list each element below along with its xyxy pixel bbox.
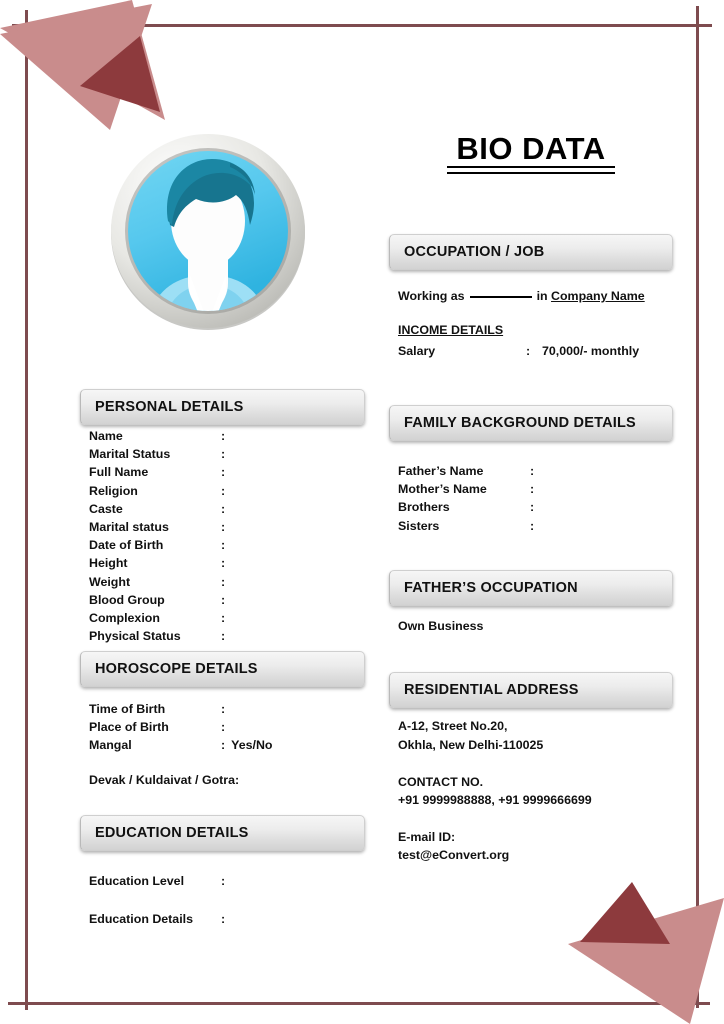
row-colon: : — [221, 501, 226, 516]
row-value[interactable]: Yes/No — [231, 738, 273, 753]
row-label: Date of Birth — [89, 538, 164, 553]
section-title-horoscope: HOROSCOPE DETAILS — [95, 661, 258, 677]
salary-label: Salary — [398, 344, 436, 358]
section-title-father-occupation: FATHER’S OCCUPATION — [404, 580, 578, 596]
row-label: Height — [89, 556, 128, 571]
corner-decoration-top-left — [0, 0, 230, 140]
frame-line-top — [12, 24, 712, 27]
row-label: Weight — [89, 574, 131, 589]
personal-rows — [89, 427, 231, 645]
row-value[interactable] — [225, 718, 231, 736]
section-title-personal: PERSONAL DETAILS — [95, 399, 244, 415]
row-colon: : — [221, 629, 226, 644]
row-label: Caste — [89, 501, 123, 516]
row-colon: : — [221, 611, 226, 626]
row-label: Full Name — [89, 465, 149, 480]
row-value[interactable] — [225, 554, 231, 572]
row-value[interactable] — [225, 591, 231, 609]
row-value[interactable] — [225, 627, 231, 645]
table-row — [89, 718, 272, 736]
page-title-text: BIO DATA — [456, 131, 606, 166]
section-header-personal — [80, 389, 365, 425]
row-value[interactable] — [225, 900, 231, 938]
address-line-2: Okhla, New Delhi-110025 — [398, 738, 544, 752]
section-title-education: EDUCATION DETAILS — [95, 825, 249, 841]
row-colon: : — [221, 738, 226, 753]
table-row — [89, 482, 231, 500]
horoscope-rows — [89, 700, 272, 755]
family-rows — [398, 462, 540, 535]
table-row — [89, 900, 231, 938]
row-colon: : — [221, 429, 226, 443]
section-header-horoscope — [80, 651, 365, 687]
page-title — [386, 131, 676, 167]
income-details-heading: INCOME DETAILS — [398, 323, 504, 337]
email-value[interactable]: test@eConvert.org — [398, 848, 510, 862]
row-label: Place of Birth — [89, 720, 169, 735]
row-value[interactable] — [225, 862, 231, 900]
row-colon: : — [221, 702, 226, 716]
row-label: Marital Status — [89, 447, 171, 462]
row-label: Mother’s Name — [398, 482, 487, 497]
frame-line-left — [25, 10, 28, 1010]
row-value[interactable] — [225, 427, 231, 445]
table-row — [89, 862, 231, 900]
row-colon: : — [221, 538, 226, 553]
working-as-prefix: Working as — [398, 289, 465, 303]
row-colon: : — [530, 518, 535, 533]
row-label: Father’s Name — [398, 464, 484, 478]
table-row — [89, 591, 231, 609]
row-colon: : — [221, 574, 226, 589]
table-row — [89, 427, 231, 445]
row-value[interactable] — [225, 573, 231, 591]
row-colon: : — [221, 592, 226, 607]
income-rows — [398, 342, 639, 360]
working-as-line — [398, 287, 645, 306]
row-colon: : — [221, 556, 226, 571]
avatar — [102, 125, 314, 337]
table-row — [89, 609, 231, 627]
frame-line-right — [696, 6, 699, 1008]
contact-heading: CONTACT NO. — [398, 775, 484, 789]
row-label: Brothers — [398, 500, 450, 515]
row-colon: : — [221, 520, 226, 535]
section-header-family — [389, 405, 673, 441]
table-row — [89, 627, 231, 645]
section-header-father-occupation — [389, 570, 673, 606]
table-row — [89, 573, 231, 591]
row-value[interactable] — [534, 480, 540, 498]
row-label: Blood Group — [89, 592, 165, 607]
email-heading: E-mail ID: — [398, 830, 456, 844]
row-value[interactable] — [225, 536, 231, 554]
section-header-education — [80, 815, 365, 851]
salary-value: 70,000/- monthly — [542, 344, 640, 358]
row-label: Education Level — [89, 874, 185, 888]
address-line-1: A-12, Street No.20, — [398, 719, 508, 733]
row-colon: : — [221, 483, 226, 498]
row-value[interactable] — [225, 700, 231, 718]
row-label: Marital status — [89, 520, 169, 535]
father-occupation-value: Own Business — [398, 619, 484, 633]
row-label: Sisters — [398, 518, 440, 533]
row-value[interactable] — [225, 463, 231, 481]
row-colon: : — [530, 464, 535, 478]
table-row — [398, 498, 540, 516]
row-colon: : — [530, 500, 535, 515]
row-colon: : — [221, 874, 226, 888]
row-label: Complexion — [89, 611, 160, 626]
section-title-occupation: OCCUPATION / JOB — [404, 244, 545, 260]
table-row — [89, 700, 272, 718]
row-colon: : — [221, 447, 226, 462]
contact-numbers: +91 9999988888, +91 9999666699 — [398, 793, 592, 807]
row-label: Religion — [89, 483, 138, 498]
company-name: Company Name — [551, 289, 645, 303]
working-as-in: in — [536, 289, 548, 303]
frame-line-bottom — [8, 1002, 710, 1005]
table-row — [398, 342, 639, 360]
table-row — [89, 500, 231, 518]
table-row — [398, 517, 540, 535]
row-label: Education Details — [89, 912, 193, 926]
row-colon: : — [530, 482, 535, 497]
section-title-family: FAMILY BACKGROUND DETAILS — [404, 415, 636, 431]
row-value[interactable] — [534, 517, 540, 535]
row-colon: : — [221, 465, 226, 480]
section-header-residential — [389, 672, 673, 708]
table-row — [89, 518, 231, 536]
table-row — [398, 462, 540, 480]
row-value[interactable] — [534, 462, 540, 480]
row-label: Name — [89, 429, 123, 443]
row-value[interactable] — [225, 482, 231, 500]
table-row — [89, 445, 231, 463]
row-colon: : — [221, 720, 226, 735]
row-value[interactable] — [225, 445, 231, 463]
table-row — [398, 480, 540, 498]
working-as-blank-field[interactable] — [470, 296, 532, 298]
salary-colon: : — [526, 344, 531, 358]
row-value[interactable] — [225, 518, 231, 536]
row-value[interactable] — [225, 500, 231, 518]
table-row — [89, 463, 231, 481]
table-row — [89, 736, 272, 754]
row-label: Physical Status — [89, 629, 181, 644]
table-row — [89, 554, 231, 572]
section-header-occupation — [389, 234, 673, 270]
row-colon: : — [221, 912, 226, 926]
table-row — [89, 536, 231, 554]
row-label: Mangal — [89, 738, 132, 753]
education-rows — [89, 862, 231, 938]
section-title-residential: RESIDENTIAL ADDRESS — [404, 682, 579, 698]
row-value[interactable] — [534, 498, 540, 516]
row-value[interactable] — [225, 609, 231, 627]
devak-kuldaivat-gotra: Devak / Kuldaivat / Gotra: — [89, 773, 240, 787]
row-label: Time of Birth — [89, 702, 166, 716]
